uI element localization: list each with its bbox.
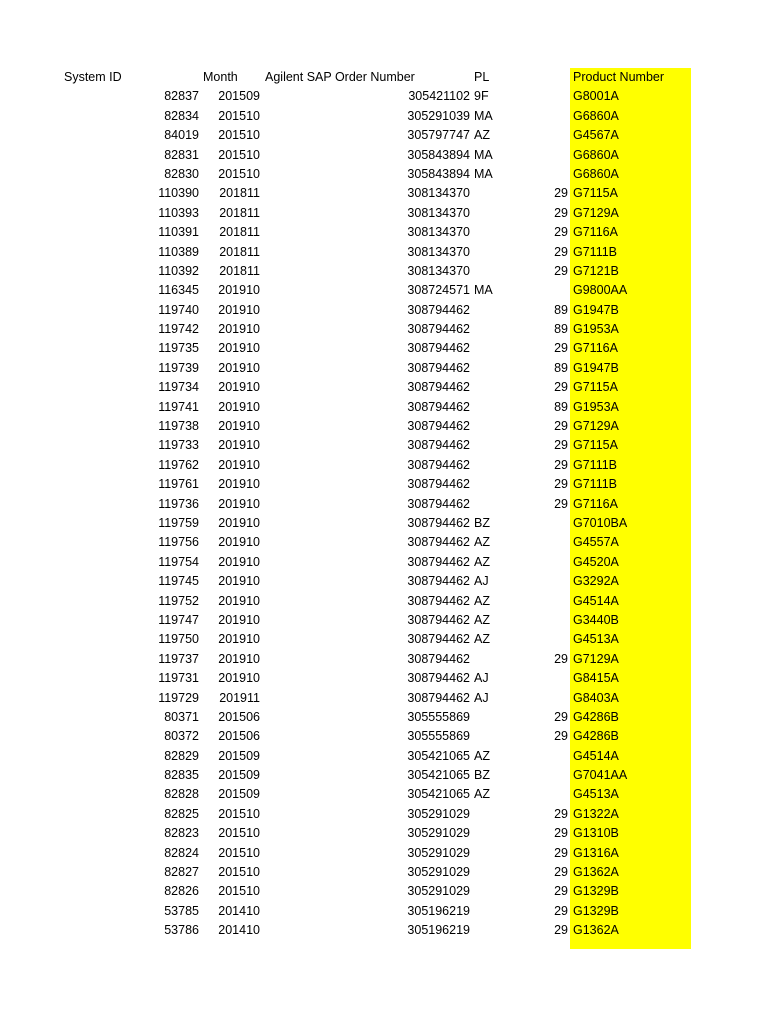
cell-product-number[interactable]: G3440B bbox=[570, 611, 691, 630]
cell-order-number[interactable]: 308794462 bbox=[407, 632, 470, 647]
cell-pl[interactable]: 89 bbox=[554, 360, 568, 375]
cell-month[interactable]: 201910 bbox=[218, 574, 260, 589]
cell-month[interactable]: 201910 bbox=[218, 554, 260, 569]
table-row bbox=[0, 281, 768, 300]
cell-order-number[interactable]: 308794462 bbox=[407, 515, 470, 530]
cell-order-number[interactable]: 308134370 bbox=[407, 205, 470, 220]
cell-order-number[interactable]: 308794462 bbox=[407, 341, 470, 356]
cell-month[interactable]: 201910 bbox=[218, 302, 260, 317]
cell-month[interactable]: 201910 bbox=[218, 496, 260, 511]
table-row bbox=[0, 572, 768, 591]
cell-system-id[interactable]: 53785 bbox=[164, 903, 199, 918]
cell-pl[interactable]: MA bbox=[474, 147, 493, 162]
cell-product-number[interactable]: G1329B bbox=[570, 902, 691, 921]
cell-product-number[interactable]: G4286B bbox=[570, 708, 691, 727]
spreadsheet bbox=[0, 68, 768, 941]
cell-pl[interactable]: 29 bbox=[554, 438, 568, 453]
table-row bbox=[0, 727, 768, 746]
cell-month[interactable]: 201910 bbox=[218, 360, 260, 375]
cell-pl[interactable]: 29 bbox=[554, 477, 568, 492]
cell-product-number[interactable]: G7111B bbox=[570, 243, 691, 262]
cell-month[interactable]: 201811 bbox=[219, 225, 260, 240]
cell-order-number[interactable]: 305421065 bbox=[407, 787, 470, 802]
table-row bbox=[0, 533, 768, 552]
cell-system-id[interactable]: 119733 bbox=[158, 438, 199, 453]
table-row bbox=[0, 553, 768, 572]
cell-pl[interactable]: AJ bbox=[474, 690, 489, 705]
header-row bbox=[0, 68, 768, 87]
cell-order-number[interactable]: 308794462 bbox=[407, 438, 470, 453]
cell-system-id[interactable]: 119750 bbox=[158, 632, 199, 647]
cell-order-number[interactable]: 308134370 bbox=[407, 263, 470, 278]
cell-order-number[interactable]: 308794462 bbox=[407, 554, 470, 569]
cell-month[interactable]: 201910 bbox=[218, 593, 260, 608]
table-row bbox=[0, 262, 768, 281]
cell-order-number[interactable]: 305843894 bbox=[407, 147, 470, 162]
highlight-tail bbox=[570, 941, 691, 949]
cell-product-number[interactable]: G8001A bbox=[570, 87, 691, 106]
cell-system-id[interactable]: 82823 bbox=[164, 826, 199, 841]
cell-order-number[interactable]: 305555869 bbox=[407, 729, 470, 744]
cell-product-number[interactable]: G1316A bbox=[570, 844, 691, 863]
cell-product-number[interactable]: G4513A bbox=[570, 630, 691, 649]
cell-pl[interactable]: MA bbox=[474, 108, 493, 123]
cell-month[interactable]: 201910 bbox=[218, 612, 260, 627]
cell-pl[interactable]: 29 bbox=[554, 263, 568, 278]
cell-pl[interactable]: 29 bbox=[554, 865, 568, 880]
cell-product-number[interactable]: G7041AA bbox=[570, 766, 691, 785]
table-row bbox=[0, 766, 768, 785]
cell-pl[interactable]: 29 bbox=[554, 341, 568, 356]
cell-order-number[interactable]: 305291029 bbox=[407, 865, 470, 880]
cell-pl[interactable]: 29 bbox=[554, 244, 568, 259]
cell-system-id[interactable]: 119737 bbox=[158, 651, 199, 666]
cell-product-number[interactable]: G7116A bbox=[570, 223, 691, 242]
cell-pl[interactable]: AZ bbox=[474, 535, 490, 550]
table-row bbox=[0, 495, 768, 514]
table-row bbox=[0, 87, 768, 106]
cell-system-id[interactable]: 82829 bbox=[164, 748, 199, 763]
header-system-id[interactable]: System ID bbox=[64, 70, 122, 84]
cell-order-number[interactable]: 308794462 bbox=[407, 574, 470, 589]
cell-system-id[interactable]: 110392 bbox=[158, 263, 199, 278]
cell-product-number[interactable]: G7115A bbox=[570, 378, 691, 397]
cell-month[interactable]: 201811 bbox=[219, 263, 260, 278]
cell-order-number[interactable]: 305291029 bbox=[407, 884, 470, 899]
cell-month[interactable]: 201506 bbox=[218, 709, 260, 724]
cell-system-id[interactable]: 119762 bbox=[158, 457, 199, 472]
cell-system-id[interactable]: 119734 bbox=[158, 380, 199, 395]
cell-order-number[interactable]: 308794462 bbox=[407, 322, 470, 337]
cell-system-id[interactable]: 119756 bbox=[158, 535, 199, 550]
cell-order-number[interactable]: 308794462 bbox=[407, 496, 470, 511]
table-row bbox=[0, 882, 768, 901]
cell-pl[interactable]: BZ bbox=[474, 515, 490, 530]
cell-order-number[interactable]: 305291039 bbox=[407, 108, 470, 123]
cell-month[interactable]: 201911 bbox=[219, 690, 260, 705]
table-row bbox=[0, 339, 768, 358]
table-row bbox=[0, 689, 768, 708]
cell-system-id[interactable]: 82835 bbox=[164, 768, 199, 783]
header-pl[interactable]: PL bbox=[474, 70, 490, 84]
table-row bbox=[0, 592, 768, 611]
cell-pl[interactable]: 29 bbox=[554, 205, 568, 220]
cell-pl[interactable]: 29 bbox=[554, 845, 568, 860]
cell-product-number[interactable]: G3292A bbox=[570, 572, 691, 591]
cell-system-id[interactable]: 119738 bbox=[158, 419, 199, 434]
cell-product-number[interactable]: G1329B bbox=[570, 882, 691, 901]
cell-system-id[interactable]: 53786 bbox=[164, 923, 199, 938]
cell-product-number[interactable]: G7116A bbox=[570, 495, 691, 514]
cell-pl[interactable]: 29 bbox=[554, 903, 568, 918]
cell-system-id[interactable]: 119752 bbox=[158, 593, 199, 608]
cell-pl[interactable]: MA bbox=[474, 283, 493, 298]
table-body bbox=[0, 87, 768, 940]
table-row bbox=[0, 165, 768, 184]
cell-product-number[interactable]: G7111B bbox=[570, 456, 691, 475]
cell-system-id[interactable]: 82827 bbox=[164, 865, 199, 880]
cell-order-number[interactable]: 308794462 bbox=[407, 399, 470, 414]
cell-pl[interactable]: AZ bbox=[474, 748, 490, 763]
cell-month[interactable]: 201510 bbox=[218, 128, 260, 143]
cell-product-number[interactable]: G7116A bbox=[570, 339, 691, 358]
cell-order-number[interactable]: 308794462 bbox=[407, 651, 470, 666]
cell-month[interactable]: 201510 bbox=[218, 826, 260, 841]
cell-product-number[interactable]: G1310B bbox=[570, 824, 691, 843]
cell-month[interactable]: 201910 bbox=[218, 283, 260, 298]
table-row bbox=[0, 708, 768, 727]
cell-system-id[interactable]: 82831 bbox=[164, 147, 199, 162]
cell-order-number[interactable]: 308794462 bbox=[407, 690, 470, 705]
cell-pl[interactable]: AZ bbox=[474, 554, 490, 569]
cell-order-number[interactable]: 305421065 bbox=[407, 748, 470, 763]
cell-month[interactable]: 201509 bbox=[218, 768, 260, 783]
cell-pl[interactable]: AZ bbox=[474, 593, 490, 608]
cell-pl[interactable]: 29 bbox=[554, 225, 568, 240]
cell-pl[interactable]: 9F bbox=[474, 89, 489, 104]
cell-product-number[interactable]: G4286B bbox=[570, 727, 691, 746]
header-product-number[interactable]: Product Number bbox=[570, 68, 691, 87]
cell-system-id[interactable]: 82825 bbox=[164, 806, 199, 821]
cell-product-number[interactable]: G7111B bbox=[570, 475, 691, 494]
table-row bbox=[0, 417, 768, 436]
cell-order-number[interactable]: 308724571 bbox=[407, 283, 470, 298]
cell-product-number[interactable]: G1362A bbox=[570, 921, 691, 940]
table-row bbox=[0, 611, 768, 630]
cell-system-id[interactable]: 82826 bbox=[164, 884, 199, 899]
table-row bbox=[0, 805, 768, 824]
cell-system-id[interactable]: 119735 bbox=[158, 341, 199, 356]
cell-order-number[interactable]: 308794462 bbox=[407, 457, 470, 472]
cell-month[interactable]: 201509 bbox=[218, 787, 260, 802]
cell-product-number[interactable]: G4513A bbox=[570, 785, 691, 804]
cell-pl[interactable]: 29 bbox=[554, 923, 568, 938]
cell-order-number[interactable]: 305797747 bbox=[407, 128, 470, 143]
cell-order-number[interactable]: 305843894 bbox=[407, 166, 470, 181]
cell-product-number[interactable]: G7129A bbox=[570, 650, 691, 669]
cell-month[interactable]: 201910 bbox=[218, 438, 260, 453]
cell-system-id[interactable]: 80371 bbox=[164, 709, 199, 724]
cell-month[interactable]: 201910 bbox=[218, 322, 260, 337]
table-row bbox=[0, 824, 768, 843]
cell-system-id[interactable]: 119729 bbox=[158, 690, 199, 705]
cell-product-number[interactable]: G8403A bbox=[570, 689, 691, 708]
cell-system-id[interactable]: 82834 bbox=[164, 108, 199, 123]
header-month[interactable]: Month bbox=[203, 70, 238, 84]
cell-month[interactable]: 201410 bbox=[218, 923, 260, 938]
cell-pl[interactable]: 29 bbox=[554, 884, 568, 899]
cell-product-number[interactable]: G7115A bbox=[570, 184, 691, 203]
cell-month[interactable]: 201410 bbox=[218, 903, 260, 918]
cell-order-number[interactable]: 305291029 bbox=[407, 826, 470, 841]
cell-month[interactable]: 201510 bbox=[218, 845, 260, 860]
cell-order-number[interactable]: 308794462 bbox=[407, 593, 470, 608]
cell-month[interactable]: 201910 bbox=[218, 457, 260, 472]
cell-product-number[interactable]: G6860A bbox=[570, 107, 691, 126]
table-row bbox=[0, 320, 768, 339]
cell-system-id[interactable]: 119740 bbox=[158, 302, 199, 317]
cell-system-id[interactable]: 119747 bbox=[158, 612, 199, 627]
cell-order-number[interactable]: 308794462 bbox=[407, 380, 470, 395]
cell-month[interactable]: 201811 bbox=[219, 186, 260, 201]
cell-system-id[interactable]: 119745 bbox=[158, 574, 199, 589]
table-row bbox=[0, 398, 768, 417]
cell-order-number[interactable]: 308134370 bbox=[407, 244, 470, 259]
cell-system-id[interactable]: 82828 bbox=[164, 787, 199, 802]
cell-order-number[interactable]: 305291029 bbox=[407, 806, 470, 821]
cell-product-number[interactable]: G9800AA bbox=[570, 281, 691, 300]
cell-pl[interactable]: 29 bbox=[554, 729, 568, 744]
cell-pl[interactable]: 29 bbox=[554, 709, 568, 724]
cell-pl[interactable]: 29 bbox=[554, 380, 568, 395]
table-row bbox=[0, 747, 768, 766]
table-row bbox=[0, 785, 768, 804]
cell-month[interactable]: 201910 bbox=[218, 477, 260, 492]
cell-product-number[interactable]: G1953A bbox=[570, 320, 691, 339]
cell-order-number[interactable]: 308134370 bbox=[407, 186, 470, 201]
cell-system-id[interactable]: 119761 bbox=[158, 477, 199, 492]
cell-product-number[interactable]: G1362A bbox=[570, 863, 691, 882]
cell-pl[interactable]: 89 bbox=[554, 302, 568, 317]
cell-product-number[interactable]: G7115A bbox=[570, 436, 691, 455]
cell-pl[interactable]: 29 bbox=[554, 826, 568, 841]
cell-month[interactable]: 201510 bbox=[218, 147, 260, 162]
cell-month[interactable]: 201510 bbox=[218, 806, 260, 821]
cell-system-id[interactable]: 119742 bbox=[158, 322, 199, 337]
cell-product-number[interactable]: G4514A bbox=[570, 747, 691, 766]
cell-product-number[interactable]: G4520A bbox=[570, 553, 691, 572]
table-row bbox=[0, 863, 768, 882]
cell-system-id[interactable]: 119736 bbox=[158, 496, 199, 511]
cell-system-id[interactable]: 119739 bbox=[158, 360, 199, 375]
cell-product-number[interactable]: G6860A bbox=[570, 165, 691, 184]
cell-pl[interactable]: AZ bbox=[474, 128, 490, 143]
cell-order-number[interactable]: 305421102 bbox=[408, 89, 470, 104]
cell-product-number[interactable]: G6860A bbox=[570, 146, 691, 165]
cell-month[interactable]: 201509 bbox=[218, 89, 260, 104]
cell-pl[interactable]: 89 bbox=[554, 322, 568, 337]
cell-system-id[interactable]: 119754 bbox=[158, 554, 199, 569]
cell-order-number[interactable]: 305291029 bbox=[407, 845, 470, 860]
cell-pl[interactable]: 29 bbox=[554, 496, 568, 511]
cell-system-id[interactable]: 119741 bbox=[158, 399, 199, 414]
cell-system-id[interactable]: 119731 bbox=[158, 671, 199, 686]
cell-month[interactable]: 201910 bbox=[218, 419, 260, 434]
cell-system-id[interactable]: 110393 bbox=[158, 205, 199, 220]
cell-order-number[interactable]: 305196219 bbox=[407, 923, 470, 938]
table-row bbox=[0, 650, 768, 669]
table-row bbox=[0, 243, 768, 262]
cell-system-id[interactable]: 110389 bbox=[158, 244, 199, 259]
cell-order-number[interactable]: 308794462 bbox=[407, 360, 470, 375]
cell-month[interactable]: 201910 bbox=[218, 632, 260, 647]
cell-order-number[interactable]: 305196219 bbox=[407, 903, 470, 918]
cell-pl[interactable]: AZ bbox=[474, 612, 490, 627]
cell-product-number[interactable]: G7129A bbox=[570, 204, 691, 223]
table-row bbox=[0, 475, 768, 494]
table-row bbox=[0, 223, 768, 242]
header-order-number[interactable]: Agilent SAP Order Number bbox=[265, 70, 415, 84]
cell-product-number[interactable]: G7129A bbox=[570, 417, 691, 436]
cell-system-id[interactable]: 82837 bbox=[164, 89, 199, 104]
cell-pl[interactable]: MA bbox=[474, 166, 493, 181]
cell-order-number[interactable]: 305555869 bbox=[407, 709, 470, 724]
table-row bbox=[0, 669, 768, 688]
cell-system-id[interactable]: 110390 bbox=[158, 186, 199, 201]
cell-month[interactable]: 201510 bbox=[218, 865, 260, 880]
cell-order-number[interactable]: 308134370 bbox=[407, 225, 470, 240]
cell-month[interactable]: 201510 bbox=[218, 166, 260, 181]
cell-pl[interactable]: 89 bbox=[554, 399, 568, 414]
table-row bbox=[0, 204, 768, 223]
cell-pl[interactable]: AJ bbox=[474, 574, 489, 589]
table-row bbox=[0, 514, 768, 533]
cell-order-number[interactable]: 308794462 bbox=[407, 671, 470, 686]
cell-product-number[interactable]: G1953A bbox=[570, 398, 691, 417]
cell-product-number[interactable]: G1322A bbox=[570, 805, 691, 824]
table-row bbox=[0, 378, 768, 397]
cell-product-number[interactable]: G8415A bbox=[570, 669, 691, 688]
cell-order-number[interactable]: 308794462 bbox=[407, 535, 470, 550]
cell-system-id[interactable]: 84019 bbox=[164, 128, 199, 143]
cell-system-id[interactable]: 116345 bbox=[158, 283, 199, 298]
table-row bbox=[0, 359, 768, 378]
cell-product-number[interactable]: G1947B bbox=[570, 301, 691, 320]
cell-order-number[interactable]: 308794462 bbox=[407, 419, 470, 434]
cell-system-id[interactable]: 119759 bbox=[158, 515, 199, 530]
cell-month[interactable]: 201910 bbox=[218, 341, 260, 356]
cell-month[interactable]: 201811 bbox=[219, 205, 260, 220]
cell-pl[interactable]: AJ bbox=[474, 671, 489, 686]
table-row bbox=[0, 126, 768, 145]
table-row bbox=[0, 301, 768, 320]
cell-system-id[interactable]: 110391 bbox=[158, 225, 199, 240]
cell-pl[interactable]: AZ bbox=[474, 787, 490, 802]
cell-order-number[interactable]: 308794462 bbox=[407, 302, 470, 317]
cell-month[interactable]: 201910 bbox=[218, 515, 260, 530]
table-row bbox=[0, 456, 768, 475]
cell-month[interactable]: 201910 bbox=[218, 651, 260, 666]
cell-order-number[interactable]: 308794462 bbox=[407, 477, 470, 492]
table-row bbox=[0, 902, 768, 921]
cell-system-id[interactable]: 82830 bbox=[164, 166, 199, 181]
cell-system-id[interactable]: 80372 bbox=[164, 729, 199, 744]
cell-product-number[interactable]: G1947B bbox=[570, 359, 691, 378]
table-row bbox=[0, 921, 768, 940]
cell-product-number[interactable]: G4557A bbox=[570, 533, 691, 552]
cell-product-number[interactable]: G7121B bbox=[570, 262, 691, 281]
cell-month[interactable]: 201510 bbox=[218, 884, 260, 899]
cell-order-number[interactable]: 305421065 bbox=[407, 768, 470, 783]
cell-month[interactable]: 201510 bbox=[218, 108, 260, 123]
cell-pl[interactable]: 29 bbox=[554, 651, 568, 666]
cell-product-number[interactable]: G4567A bbox=[570, 126, 691, 145]
table-row bbox=[0, 844, 768, 863]
table-row bbox=[0, 436, 768, 455]
cell-product-number[interactable]: G7010BA bbox=[570, 514, 691, 533]
cell-pl[interactable]: AZ bbox=[474, 632, 490, 647]
cell-order-number[interactable]: 308794462 bbox=[407, 612, 470, 627]
cell-pl[interactable]: 29 bbox=[554, 419, 568, 434]
table-row bbox=[0, 630, 768, 649]
cell-pl[interactable]: BZ bbox=[474, 768, 490, 783]
cell-month[interactable]: 201811 bbox=[219, 244, 260, 259]
cell-month[interactable]: 201910 bbox=[218, 535, 260, 550]
table-row bbox=[0, 184, 768, 203]
table-row bbox=[0, 107, 768, 126]
table-row bbox=[0, 146, 768, 165]
cell-month[interactable]: 201509 bbox=[218, 748, 260, 763]
cell-month[interactable]: 201506 bbox=[218, 729, 260, 744]
cell-month[interactable]: 201910 bbox=[218, 380, 260, 395]
cell-month[interactable]: 201910 bbox=[218, 399, 260, 414]
cell-system-id[interactable]: 82824 bbox=[164, 845, 199, 860]
cell-pl[interactable]: 29 bbox=[554, 457, 568, 472]
cell-pl[interactable]: 29 bbox=[554, 806, 568, 821]
cell-product-number[interactable]: G4514A bbox=[570, 592, 691, 611]
cell-month[interactable]: 201910 bbox=[218, 671, 260, 686]
cell-pl[interactable]: 29 bbox=[554, 186, 568, 201]
